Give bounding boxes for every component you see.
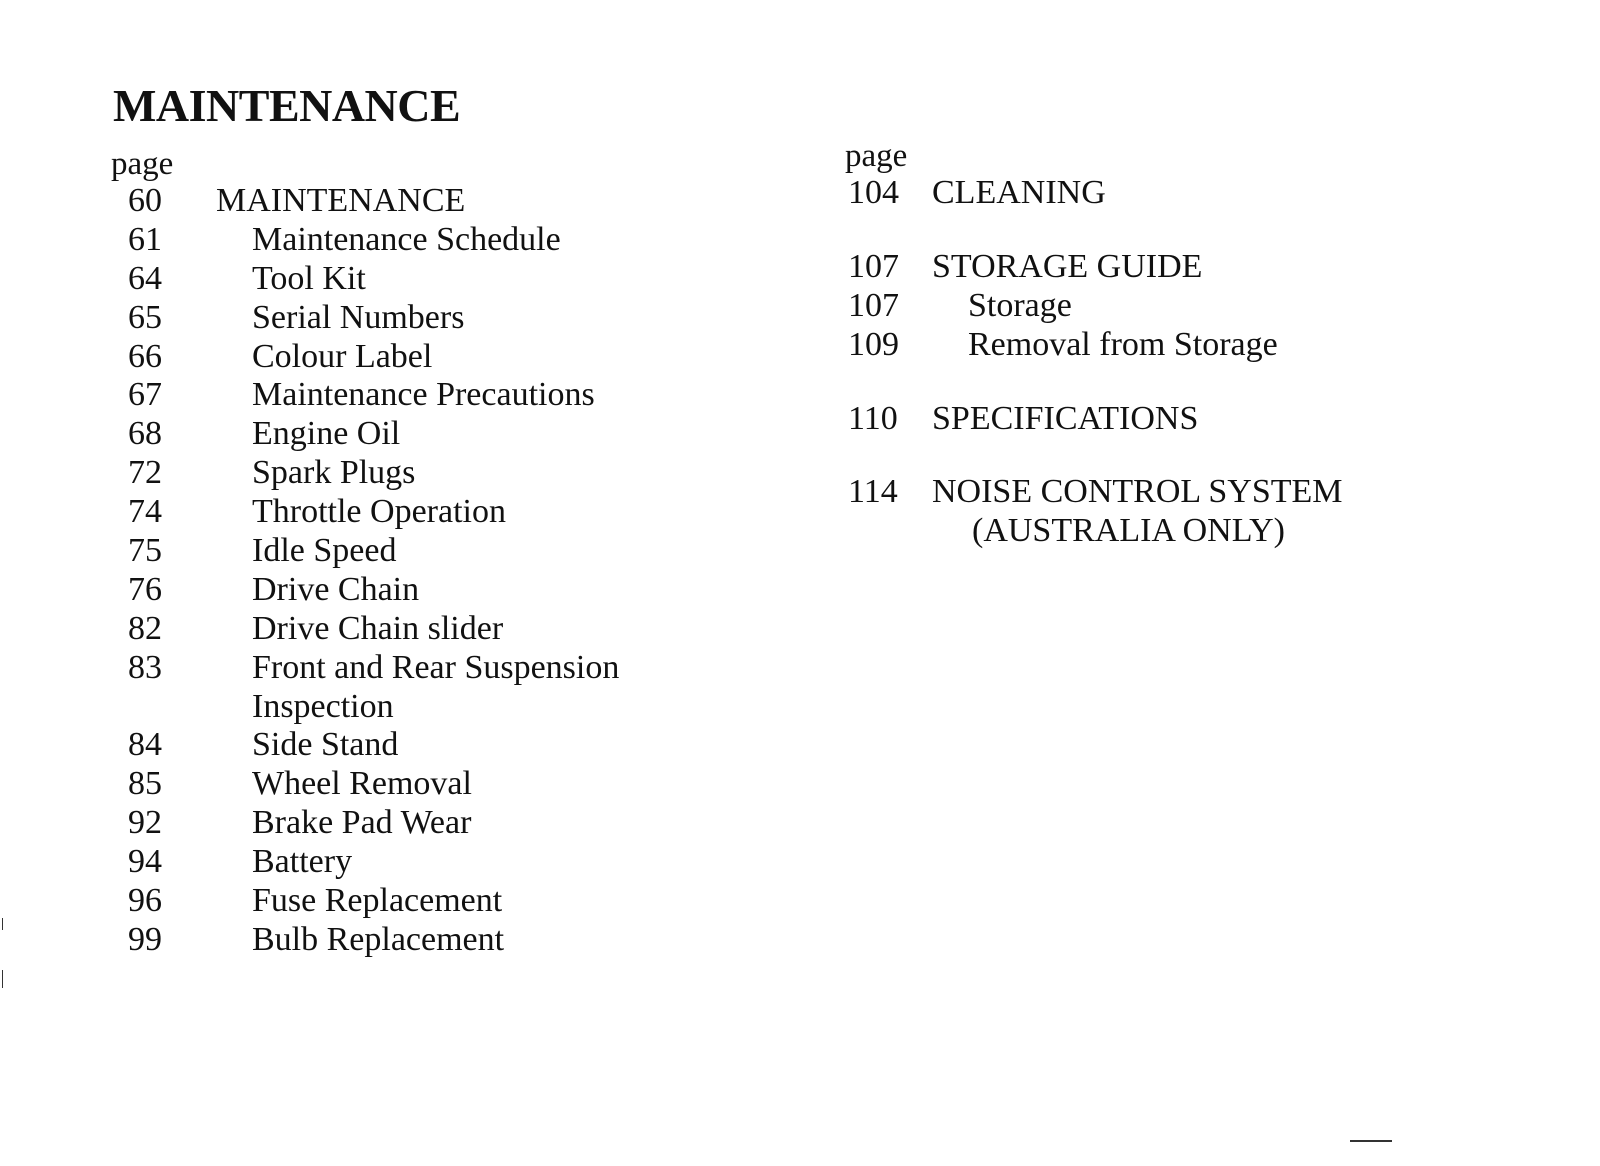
- toc-label: Maintenance Schedule: [252, 220, 561, 258]
- toc-label: Colour Label: [252, 337, 433, 375]
- toc-page-number: 65: [128, 298, 162, 336]
- toc-heading: CLEANING: [932, 174, 1106, 211]
- toc-label: Bulb Replacement: [252, 920, 505, 958]
- toc-page-number: 107: [848, 247, 899, 285]
- toc-label: Serial Numbers: [252, 298, 465, 336]
- toc-page-number: 61: [128, 220, 162, 258]
- toc-heading: SPECIFICATIONS: [932, 399, 1199, 437]
- toc-label: Storage: [968, 286, 1072, 324]
- toc-label: Spark Plugs: [252, 454, 416, 492]
- toc-page-number: 99: [128, 920, 162, 958]
- toc-label: Side Stand: [252, 726, 399, 764]
- toc-label: Battery: [252, 843, 353, 881]
- toc-label: Engine Oil: [252, 415, 401, 453]
- toc-label: Drive Chain: [252, 570, 420, 608]
- toc-page-number: 94: [128, 843, 162, 881]
- scan-mark: [1350, 1140, 1392, 1142]
- toc-heading: MAINTENANCE: [216, 182, 466, 219]
- toc-page-number: 109: [848, 325, 899, 363]
- toc-label: Removal from Storage: [968, 325, 1278, 363]
- scan-mark: [2, 970, 3, 988]
- left-page-header: page: [111, 146, 174, 182]
- toc-label: Front and Rear Suspension: [252, 648, 620, 686]
- right-page-header: page: [845, 138, 908, 174]
- toc-page-number: 85: [128, 765, 162, 803]
- toc-label: Throttle Operation: [252, 493, 506, 531]
- toc-label-continuation: Inspection: [252, 687, 394, 725]
- toc-label: Tool Kit: [252, 259, 366, 297]
- toc-label: Wheel Removal: [252, 765, 472, 803]
- toc-page-number: 82: [128, 609, 162, 647]
- toc-page-number: 114: [848, 473, 898, 511]
- toc-page-number: 68: [128, 415, 162, 453]
- toc-label-continuation: (AUSTRALIA ONLY): [972, 512, 1285, 550]
- toc-label: Fuse Replacement: [252, 882, 503, 920]
- toc-page-number: 84: [128, 726, 162, 764]
- toc-page-number: 110: [848, 399, 898, 437]
- toc-page-number: 75: [128, 532, 162, 570]
- toc-label: Idle Speed: [252, 532, 397, 570]
- toc-page-number: 74: [128, 493, 162, 531]
- toc-page-number: 66: [128, 337, 162, 375]
- toc-page-number: 83: [128, 648, 162, 686]
- toc-page-number: 96: [128, 882, 162, 920]
- toc-page-number: 60: [128, 182, 162, 219]
- toc-page-number: 92: [128, 804, 162, 842]
- toc-page-number: 64: [128, 259, 162, 297]
- toc-label: Drive Chain slider: [252, 609, 504, 647]
- toc-page-number: 72: [128, 454, 162, 492]
- toc-label: Brake Pad Wear: [252, 804, 472, 842]
- toc-label: Maintenance Precautions: [252, 376, 595, 414]
- toc-heading: NOISE CONTROL SYSTEM: [932, 473, 1343, 511]
- toc-page-number: 107: [848, 286, 899, 324]
- scan-mark: [2, 918, 3, 930]
- toc-page-number: 76: [128, 570, 162, 608]
- section-title: MAINTENANCE: [113, 80, 461, 131]
- toc-page-number: 104: [848, 174, 899, 211]
- toc-page-number: 67: [128, 376, 162, 414]
- toc-heading: STORAGE GUIDE: [932, 247, 1203, 285]
